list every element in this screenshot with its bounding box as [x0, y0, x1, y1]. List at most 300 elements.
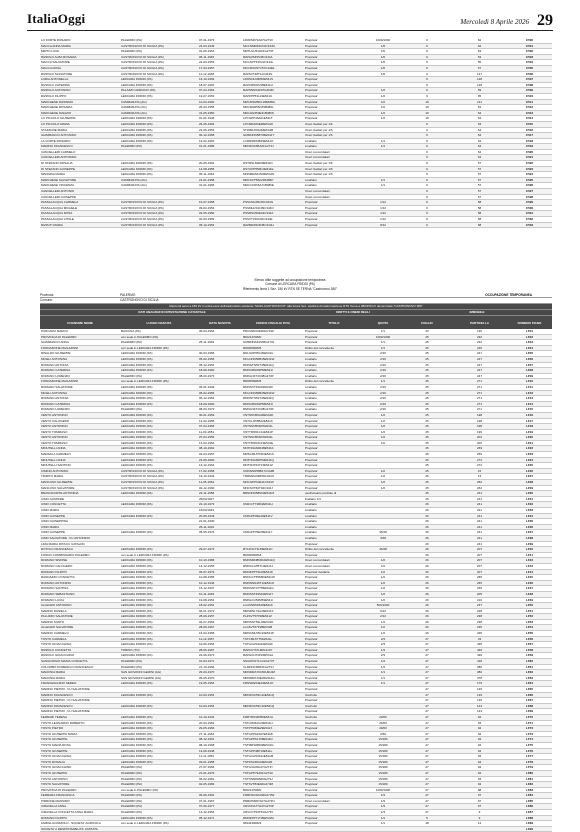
tax-code: MCCSVT53C22C344L	[242, 60, 304, 66]
parcel: 238	[452, 619, 507, 625]
parcel: 62	[452, 43, 507, 49]
plan-number: LF74	[507, 737, 552, 743]
birth-date: 25-03-1955	[198, 105, 242, 111]
sheet: 9	[402, 177, 452, 183]
sheet: 9	[402, 38, 452, 43]
owner-name: ROMANO FILIPPO	[40, 815, 120, 821]
parcel: 269	[452, 452, 507, 458]
tax-code: RMNSMN86R10E541Q	[242, 558, 304, 564]
parcel: 202	[452, 440, 507, 446]
birth-date: 11-11-1953	[198, 754, 242, 760]
sheet: 9	[402, 77, 452, 83]
sheet: 9	[402, 200, 452, 206]
plan-number: LF18	[507, 424, 552, 430]
birth-place: LERCARA FRIDDI (PA)	[120, 619, 198, 625]
tax-code: MRNFNC53C10E541Q	[242, 703, 304, 709]
birth-date: 25-11-1949	[198, 340, 242, 346]
sheet: 26	[402, 580, 452, 586]
birth-date: 27-11-1964	[198, 731, 242, 737]
birth-date: 06-01-1972	[198, 608, 242, 614]
birth-place: CASTRONOVO DI SICILIA (PA)	[120, 468, 198, 474]
right-title: Proprieta'	[304, 222, 364, 228]
owner-name: CIMO MARIA	[40, 524, 120, 530]
owner-name: FERRARI TERESA	[40, 714, 120, 720]
parcel: 271	[452, 384, 507, 390]
birth-place: CAMMARATA (AG)	[120, 177, 198, 183]
parcel: 262	[452, 485, 507, 491]
plan-number: LF03	[507, 340, 552, 346]
parcel: 58	[452, 205, 507, 211]
right-title: Livellario	[304, 407, 364, 413]
owner-name: TOSTO GIOACCHINO	[40, 754, 120, 760]
share: 1/2	[364, 418, 402, 424]
birth-date: 10-03-1953	[198, 692, 242, 698]
right-title: Oneri livellari per 1/6	[304, 161, 364, 167]
parcel: 269	[452, 586, 507, 592]
parcel: 380	[452, 670, 507, 676]
plan-number: C523	[507, 166, 552, 172]
right-title: Proprieta'	[304, 793, 364, 799]
right-title: Livellario	[304, 183, 364, 189]
right-title: Proprieta'	[304, 765, 364, 771]
birth-date: 20-03-1970	[198, 670, 242, 676]
owner-name: MICELI ANTONINA	[40, 356, 120, 362]
parcel: 13	[452, 474, 507, 480]
share: 1/6	[364, 65, 402, 71]
plan-number: LF48	[507, 591, 552, 597]
plan-number: LF07	[507, 362, 552, 368]
birth-date: 05-05-1976	[198, 530, 242, 536]
share: 1/2	[364, 625, 402, 631]
sheet: 27	[402, 720, 452, 726]
parcel: 56	[452, 60, 507, 66]
plan-number: C532	[507, 217, 552, 223]
sheet: 23	[402, 329, 452, 334]
tax-code: VNTNNN56D07E541L	[242, 424, 304, 430]
plan-number: LF25	[507, 463, 552, 469]
plan-number: C500	[507, 38, 552, 43]
share: 1/1	[364, 144, 402, 150]
birth-place: con sede in PALERMO (PA)	[120, 334, 198, 340]
birth-date: 15-12-1947	[198, 586, 242, 592]
share: 2/16	[364, 356, 402, 362]
birth-place: CASTRONOVO DI SICILIA (PA)	[120, 205, 198, 211]
share: 1/1	[364, 138, 402, 144]
tax-code: VNTTMS54C13E541E	[242, 440, 304, 446]
right-title: Proprieta'	[304, 681, 364, 687]
tax-code: TSTCML57T51E541L	[242, 636, 304, 642]
plan-number: C510	[507, 93, 552, 99]
tax-code: DSTRSL62E60E541D	[242, 161, 304, 167]
sheet: 27	[402, 754, 452, 760]
birth-date: 23-09-1960	[198, 457, 242, 463]
birth-place: PALERMO (PA)	[120, 407, 198, 413]
owner-name: TOSTO GIUSEPPE	[40, 748, 120, 754]
share: 2/16	[364, 407, 402, 413]
share: 1/2	[364, 474, 402, 480]
owner-name: MARCHESE ROSARIA	[40, 105, 120, 111]
parcel: 14	[452, 821, 507, 827]
share: 1/2	[364, 99, 402, 105]
plan-number: LF57	[507, 642, 552, 648]
tax-code: LLGSVT67P28E541B	[242, 625, 304, 631]
right-title: Diritto del concedente	[304, 547, 364, 553]
right-title	[304, 826, 364, 832]
right-title: Proprieta'	[304, 205, 364, 211]
right-title: Proprieta'	[304, 38, 364, 43]
sheet: 26	[402, 535, 452, 541]
parcel: 262	[452, 480, 507, 486]
share: 1/2	[364, 586, 402, 592]
right-title: Livellario	[304, 144, 364, 150]
parcel: 57	[452, 172, 507, 178]
share: 1/2	[364, 424, 402, 430]
right-title: Proprieta'	[304, 575, 364, 581]
right-title: Proprieta'	[304, 468, 364, 474]
birth-place: LERCARA FRIDDI (PA)	[120, 586, 198, 592]
sheet: 27	[402, 653, 452, 659]
birth-place: CAMMARATA (AG)	[120, 105, 198, 111]
birth-place: LERCARA FRIDDI (PA)	[120, 429, 198, 435]
sheet: 25	[402, 345, 452, 351]
birth-date: 30-03-1965	[198, 351, 242, 357]
share: 2/16	[364, 373, 402, 379]
right-title: Proprieta'	[304, 88, 364, 94]
sheet: 26	[402, 552, 452, 558]
parcel: 202	[452, 435, 507, 441]
owner-name: PURCARO MARCO	[40, 329, 120, 334]
sheet: 26	[402, 530, 452, 536]
right-title: Proprieta'	[304, 709, 364, 715]
owner-name: RINALDO GIUSEPPE	[40, 351, 120, 357]
column-header: PARTICELLA	[470, 321, 489, 325]
right-title: Proprieta'	[304, 463, 364, 469]
birth-place: LERCARA FRIDDI (PA)	[120, 116, 198, 122]
plan-number: C528	[507, 194, 552, 200]
birth-place: PALERMO (PA)	[120, 765, 198, 771]
birth-date: 14-12-1955	[198, 563, 242, 569]
right-title: Proprieta'	[304, 603, 364, 609]
birth-date: 06-07-1979	[198, 569, 242, 575]
tax-code: CMICCT73R62E541H	[242, 502, 304, 508]
tax-code: 80000090818	[242, 552, 304, 558]
owner-name: VENTO ANTONINO	[40, 424, 120, 430]
sheet: 9	[402, 155, 452, 161]
right-title: Proprieta'	[304, 754, 364, 760]
right-title: Livellario	[304, 502, 364, 508]
right-title: Proprieta'	[304, 742, 364, 748]
birth-date: 21-10-1966	[198, 664, 242, 670]
tax-code: VNTTMS51C11E541P	[242, 429, 304, 435]
birth-place: LERCARA FRIDDI (PA)	[120, 396, 198, 402]
owner-name: TOSTO GIUSEPPA	[40, 770, 120, 776]
sheet: 25	[402, 340, 452, 346]
parcel: 241	[452, 530, 507, 536]
parcel: 271	[452, 407, 507, 413]
sheet: 9	[402, 60, 452, 66]
owner-name: CIMINO ANTONINO	[40, 468, 120, 474]
tax-code: MRSCML57D03E541S	[242, 452, 304, 458]
tax-code: TSTSVT83E02G273M	[242, 782, 304, 788]
owner-name: FONDAZIONE MAGAZINNI	[40, 379, 120, 385]
share: 1/4	[364, 664, 402, 670]
share: 15/180	[364, 742, 402, 748]
birth-place: con sede in LERCARA FRIDDI (PA)	[120, 345, 198, 351]
owner-name: SOCIETA' A RESPONSABILITA' LIMITATA	[40, 826, 120, 832]
parcel: 94	[452, 770, 507, 776]
plan-number: LF26	[507, 468, 552, 474]
birth-date: 22-03-1953	[198, 60, 242, 66]
owner-name: MANCUSO GIUSEPPE	[40, 480, 120, 486]
owner-name: ROTOLO FRANCESCA	[40, 547, 120, 553]
parcel: 9	[452, 815, 507, 821]
birth-date: 14-08-1955	[198, 166, 242, 172]
right-title: Proprieta'	[304, 60, 364, 66]
parcel: 241	[452, 541, 507, 547]
sheet: 27	[402, 742, 452, 748]
plan-number: LF83	[507, 787, 552, 793]
birth-place: PALERMO (PA)	[120, 49, 198, 55]
right-title: Proprieta'	[304, 446, 364, 452]
tax-code: 80021470820	[242, 334, 304, 340]
birth-date: 13-03-1954	[198, 440, 242, 446]
right-title: Oneri concordatari	[304, 798, 364, 804]
parcel: 247	[452, 351, 507, 357]
plan-number: LF45	[507, 575, 552, 581]
birth-date: 05-12-1971	[198, 815, 242, 821]
sheet: 26	[402, 625, 452, 631]
share: 1000/1000	[364, 38, 402, 43]
sheet: 26	[402, 631, 452, 637]
parcel: 235	[452, 631, 507, 637]
share: 1/2	[364, 619, 402, 625]
birth-date: 26-11-1934	[198, 524, 242, 530]
plan-number: LF36	[507, 524, 552, 530]
share: 1/4	[364, 659, 402, 665]
plan-number: C522	[507, 161, 552, 167]
birth-date: 19-10-1943	[198, 474, 242, 480]
birth-place: LERCARA FRIDDI (PA)	[120, 457, 198, 463]
parcel: 57	[452, 194, 507, 200]
sheet: 18	[402, 821, 452, 827]
parcel: 57	[452, 65, 507, 71]
owner-name: BRANCIFORTE ANTONINA	[40, 491, 120, 497]
parcel: 94	[452, 782, 507, 788]
owner-name: MACCA SALVATORE	[40, 60, 120, 66]
sheet: 9	[402, 166, 452, 172]
column-header: CODICE FISCALE/ P.IVA	[255, 321, 291, 325]
tax-code: 80021470820	[242, 787, 304, 793]
owner-name: LO PICCOLO GIUSEPPE	[40, 116, 120, 122]
sheet: 25	[402, 384, 452, 390]
tax-code: 80000590825	[242, 379, 304, 385]
tax-code: TSTGPP79A61G273C	[242, 770, 304, 776]
right-title: Livellario	[304, 513, 364, 519]
birth-date: 06-04-1964	[198, 329, 242, 334]
birth-place: LERCARA FRIDDI (PA)	[120, 726, 198, 732]
tax-code: RZZGCH73P22E541A	[242, 653, 304, 659]
plan-number: LF86	[507, 804, 552, 810]
owner-name: MARCHESE SALVATORE	[40, 177, 120, 183]
plan-number: LF81	[507, 776, 552, 782]
parcel: 265	[452, 575, 507, 581]
owner-name: MADONIA MARIA	[40, 675, 120, 681]
birth-date: 09-03-1954	[198, 205, 242, 211]
parcel: 237	[452, 603, 507, 609]
tax-code: TSTPTR66E29E541X	[242, 726, 304, 732]
parcel: 210	[452, 597, 507, 603]
birth-place: con sede in LERCARA FRIDDI (PA)	[120, 379, 198, 385]
tax-code: TSTMRS68R48E541G	[242, 742, 304, 748]
birth-date: 03-04-1957	[198, 452, 242, 458]
parcel: 241	[452, 519, 507, 525]
plan-number: C502	[507, 49, 552, 55]
owner-name: ROMANO CALOGERO	[40, 563, 120, 569]
plan-number: LF80	[507, 770, 552, 776]
sheet: 25	[402, 463, 452, 469]
birth-place: LERCARA FRIDDI (PA)	[120, 815, 198, 821]
tax-code: TSTGCH53S11E541M	[242, 754, 304, 760]
birth-place: LERCARA FRIDDI (PA)	[120, 530, 198, 536]
right-title: Proprieta'	[304, 737, 364, 743]
owner-name: RIZZOLO ALBA ROSARIA	[40, 54, 120, 60]
parcel: 271	[452, 379, 507, 385]
birth-date: 11-12-1957	[198, 636, 242, 642]
sheet: 9	[402, 211, 452, 217]
birth-date: 08-03-1973	[198, 407, 242, 413]
birth-date: 10-06-1954	[198, 642, 242, 648]
tax-code: MRNFNC53C10E541Q	[242, 692, 304, 698]
birth-place: PALERMO (PA)	[120, 810, 198, 816]
owner-name: CIMO MARIA	[40, 508, 120, 514]
owner-name: TOSTO SALVATORE	[40, 782, 120, 788]
notice-line-1: Elenco ditte soggette ad occupazione temporanea	[254, 278, 326, 282]
tax-code: PRCMRC64D06A719K	[242, 329, 304, 334]
sheet: 9	[402, 222, 452, 228]
birth-date: 01-03-1971	[198, 659, 242, 665]
group-rights: DIRITTI E ONERI REALI	[336, 310, 370, 314]
plan-number: LF04	[507, 345, 552, 351]
parcel: 15	[452, 468, 507, 474]
owner-name: TOSTO GIUSEPPA MARIA	[40, 731, 120, 737]
right-title: Diritto del concedente	[304, 379, 364, 385]
plan-number: LF84	[507, 793, 552, 799]
right-title: Oneri concordatari	[304, 558, 364, 564]
share: 2/16	[364, 368, 402, 374]
share: 2/16	[364, 384, 402, 390]
right-title: Proprieta'	[304, 586, 364, 592]
birth-date: 05-12-1952	[198, 362, 242, 368]
owner-name: SANGIORGIO MARIA CONCETTA	[40, 659, 120, 665]
owner-name: CIRAVELLA CONCETTA ANNA MARIA	[40, 810, 120, 816]
birth-date: 26-05-1963	[198, 121, 242, 127]
parcel: 207	[452, 547, 507, 553]
owner-name: PIRRONE MASSIMO	[40, 798, 120, 804]
parcel: 57	[452, 161, 507, 167]
parcel: 272	[452, 457, 507, 463]
plan-number: LF30	[507, 491, 552, 497]
plan-number: LF06	[507, 356, 552, 362]
share: 1/3	[364, 793, 402, 799]
parcel: 436	[452, 653, 507, 659]
parcel: 94	[452, 720, 507, 726]
sheet: 9	[402, 71, 452, 77]
right-title: Livellario	[304, 535, 364, 541]
right-title: Proprieta'	[304, 200, 364, 206]
right-title: Oneri concordatari	[304, 189, 364, 195]
sheet: 27	[402, 670, 452, 676]
birth-date: 28-09-1957	[198, 614, 242, 620]
parcel: 58	[452, 211, 507, 217]
sheet: 9	[402, 65, 452, 71]
right-title: Proprieta'	[304, 211, 364, 217]
owner-name: MIRTO LUIGI	[40, 49, 120, 55]
owner-name: PASSALACQUA VITALE	[40, 217, 120, 223]
right-title: Proprieta'	[304, 675, 364, 681]
parcel: 199	[452, 429, 507, 435]
tax-code: 06943400823	[242, 821, 304, 827]
right-title: Proprieta'	[304, 110, 364, 116]
birth-date: 28-06-1967	[198, 647, 242, 653]
birth-place: LERCARA FRIDDI (PA)	[120, 424, 198, 430]
share: 1/6	[364, 43, 402, 49]
plan-number: LF69	[507, 709, 552, 715]
right-title: Oneri livellari per 1/6	[304, 172, 364, 178]
birth-place: CASTRONOVO DI SICILIA (PA)	[120, 480, 198, 486]
birth-date: 08-03-1973	[198, 373, 242, 379]
parcel: 33	[452, 636, 507, 642]
owner-name: TOSTO CARMELA	[40, 636, 120, 642]
birth-place: LERCARA FRIDDI (PA)	[120, 133, 198, 139]
birth-date: 01-06-1951	[198, 49, 242, 55]
birth-place: LERCARA FRIDDI (PA)	[120, 172, 198, 178]
sheet: 25	[402, 457, 452, 463]
birth-date: 08-10-1968	[198, 742, 242, 748]
tax-code: RMNNTN52T45E541Q	[242, 362, 304, 368]
owner-name: MADONIA MARIA	[40, 670, 120, 676]
tax-code: RZZFPP53L19E541U	[242, 93, 304, 99]
plan-number: C513	[507, 110, 552, 116]
plan-number: C506	[507, 71, 552, 77]
plan-number: C515	[507, 121, 552, 127]
share: 36/48	[364, 530, 402, 536]
share: 1000/1000	[364, 787, 402, 793]
page-number: 29	[537, 12, 553, 29]
owner-name: FONDO COMMISSARIO PALERMO	[40, 552, 120, 558]
right-title: Proprieta'	[304, 597, 364, 603]
birth-place: LERCARA FRIDDI (PA)	[120, 446, 198, 452]
birth-date: 25/04/1927	[198, 496, 242, 502]
birth-place: LERCARA FRIDDI (PA)	[120, 558, 198, 564]
birth-place: LERCARA FRIDDI (PA)	[120, 642, 198, 648]
parcel: 207	[452, 569, 507, 575]
tax-code: CMNNNN58B17C344B	[242, 468, 304, 474]
plan-number: LF35	[507, 519, 552, 525]
sheet: 9	[402, 93, 452, 99]
birth-date: 19-02-1963	[198, 138, 242, 144]
right-title: Livellario	[304, 508, 364, 514]
plan-number: C517	[507, 133, 552, 139]
birth-date: 17-02-1958	[198, 468, 242, 474]
parcel: 211	[452, 99, 507, 105]
right-title: Proprieta'	[304, 77, 364, 83]
sheet: 27	[402, 737, 452, 743]
owner-name: MARINO FRANCESCO	[40, 692, 120, 698]
sheet	[402, 826, 452, 832]
owner-name: ALLEGRO SALVATORE	[40, 625, 120, 631]
right-title: Proprieta'	[304, 485, 364, 491]
sheet: 19	[402, 110, 452, 116]
